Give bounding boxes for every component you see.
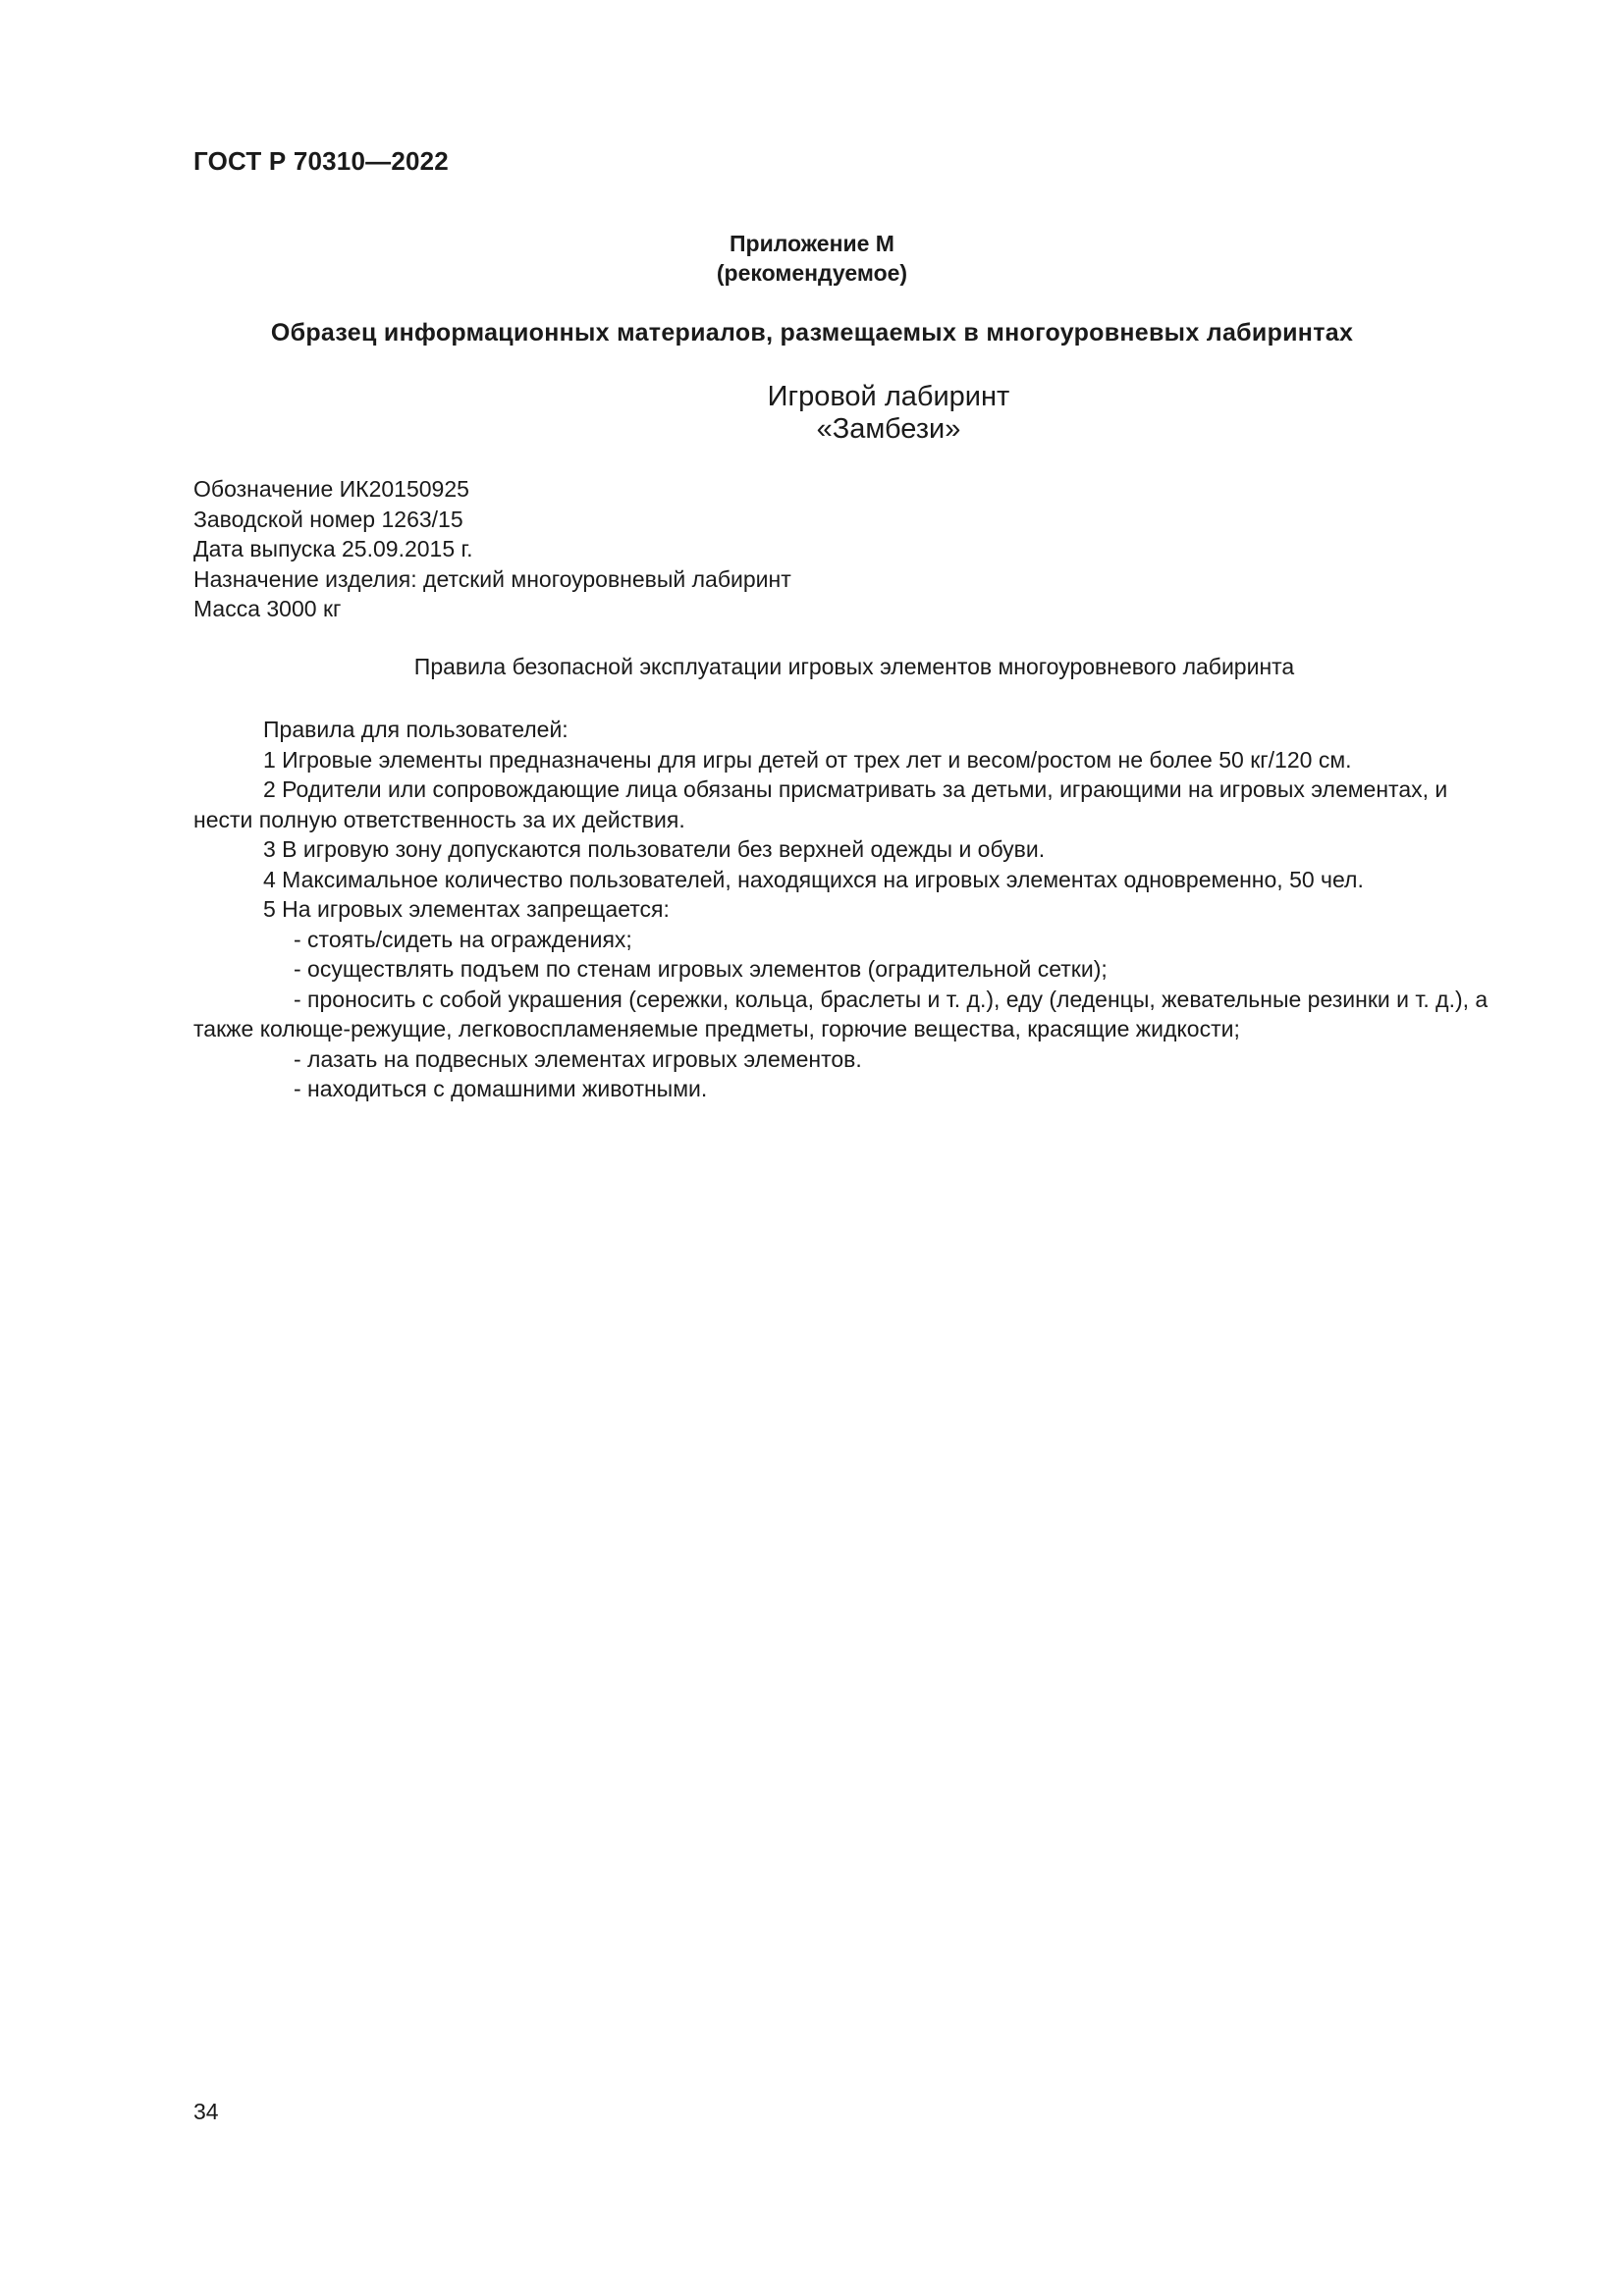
standard-designation: ГОСТ Р 70310—2022 (193, 146, 449, 176)
product-purpose: Назначение изделия: детский многоуровневый лабиринт (193, 565, 791, 592)
appendix-title: Приложение М (730, 231, 894, 256)
rule-item: 1 Игровые элементы предназначены для игры детей от трех лет и весом/ростом не более 50 кг/120 см. (263, 746, 1352, 773)
appendix-heading: Образец информационных материалов, размещаемых в многоуровневых лабиринтах (270, 319, 1354, 347)
rule-item: 2 Родители или сопровождающие лица обязаны присматривать за детьми, играющими на игровых элементах, и нести полную ответственность за их действия. (193, 776, 1448, 832)
prohibited-item: - стоять/сидеть на ограждениях; (294, 926, 632, 952)
product-name: «Замбези» (816, 413, 961, 445)
release-date: Дата выпуска 25.09.2015 г. (193, 536, 473, 561)
appendix-status: (рекомендуемое) (716, 260, 908, 286)
rules-body (193, 715, 1511, 1104)
rule-item: 4 Максимальное количество пользователей, находящихся на игровых элементах одновременно, 50 чел. (263, 866, 1364, 892)
product-designation: Обозначение ИК20150925 (193, 476, 469, 502)
rules-intro: Правила для пользователей: (263, 717, 568, 742)
product-title: Игровой лабиринт (767, 381, 1010, 412)
serial-number: Заводской номер 1263/15 (193, 506, 463, 532)
rule-item: 3 В игровую зону допускаются пользователи без верхней одежды и обуви. (263, 836, 1046, 862)
prohibited-item: - находиться с домашними животными. (294, 1076, 708, 1101)
rules-title: Правила безопасной эксплуатации игровых элементов многоуровневого лабиринта (413, 654, 1295, 679)
product-mass: Масса 3000 кг (193, 596, 342, 621)
prohibited-item: - лазать на подвесных элементах игровых элементов. (294, 1045, 862, 1072)
product-info (193, 474, 1519, 624)
rule-item: 5 На игровых элементах запрещается: (263, 896, 670, 922)
prohibited-item: - осуществлять подъем по стенам игровых элементов (оградительной сетки); (294, 956, 1108, 982)
page-number: 34 (193, 2099, 219, 2124)
prohibited-item: - проносить с собой украшения (сережки, кольца, браслеты и т. д.), еду (леденцы, жевательные резинки и т. д.), а также колюще-режущие, легковоспламеняемые предметы, горючие вещества, красящие жидкости; (193, 986, 1489, 1041)
